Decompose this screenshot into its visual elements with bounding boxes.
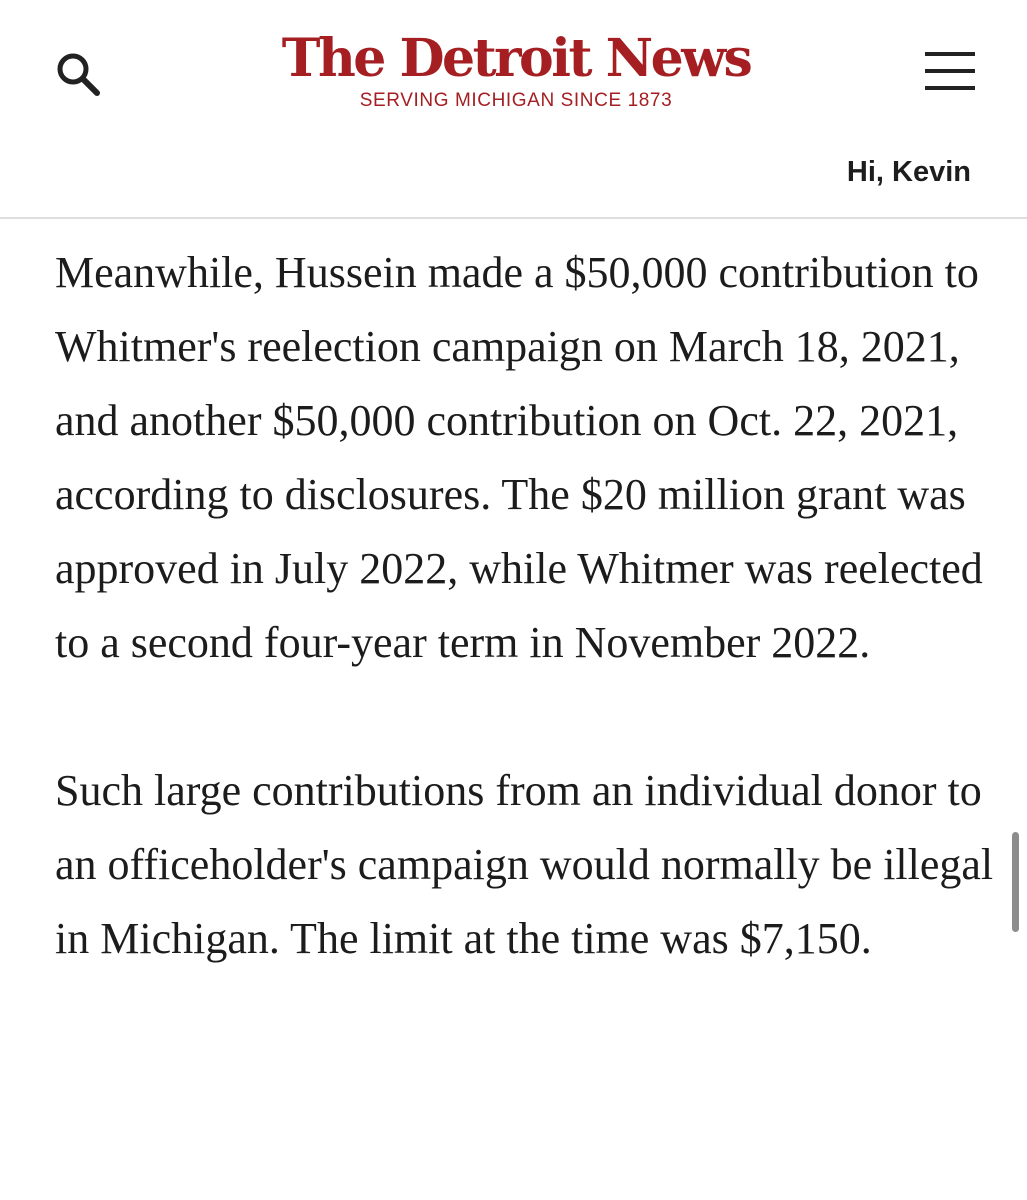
- search-button[interactable]: [52, 48, 104, 100]
- brand-tagline: SERVING MICHIGAN SINCE 1873: [359, 90, 673, 111]
- article-paragraph: Meanwhile, Hussein made a $50,000 contribution to Whitmer's reelection campaign on March 18, 2021, and another $50,000 contribution on Oct. 22, 2021, according to disclosures. The $20 million grant was approved in July 2022, while Whitmer was reelected to a second four-year term in November 2022.: [55, 248, 983, 667]
- article-paragraph: Such large contributions from an individual donor to an officeholder's campaign would normally be illegal in Michigan. The limit at the time was $7,150.: [55, 766, 994, 963]
- scrollbar-thumb[interactable]: [1012, 832, 1019, 932]
- search-icon: [52, 48, 104, 100]
- menu-button[interactable]: [922, 48, 978, 94]
- article-body: [55, 236, 995, 976]
- site-header: [0, 0, 1027, 219]
- brand-name: The Detroit News: [281, 28, 751, 89]
- user-greeting[interactable]: Hi, Kevin: [846, 156, 971, 188]
- site-logo[interactable]: [256, 28, 776, 112]
